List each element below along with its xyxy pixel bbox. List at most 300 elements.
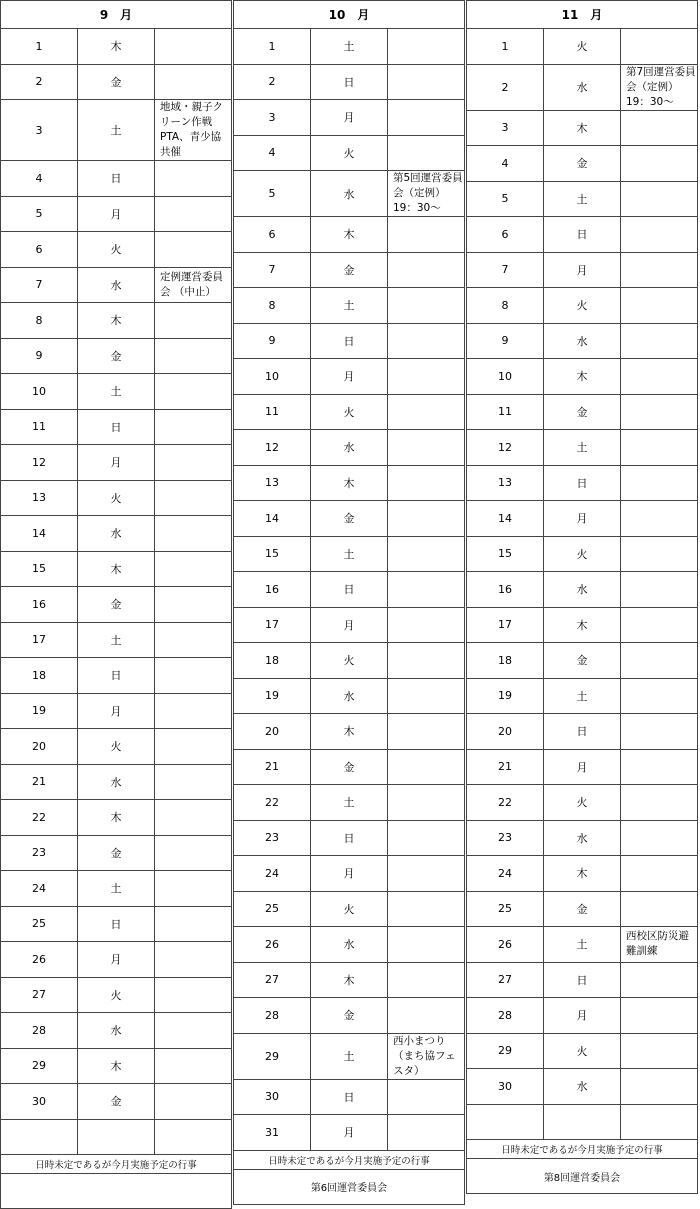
day-row xyxy=(1,64,232,100)
event-text: 西小まつり（まち協フェスタ） xyxy=(388,1033,465,1079)
weekday: 金 xyxy=(78,338,155,374)
event-text xyxy=(621,465,698,501)
event-text xyxy=(388,64,465,100)
event-text xyxy=(621,572,698,608)
day-number: 13 xyxy=(234,465,311,501)
weekday: 金 xyxy=(311,998,388,1034)
event-text xyxy=(155,729,232,765)
day-number: 30 xyxy=(467,1069,544,1105)
weekday: 日 xyxy=(544,962,621,998)
day-row xyxy=(234,1115,465,1151)
weekday: 木 xyxy=(544,856,621,892)
weekday: 火 xyxy=(544,785,621,821)
month-table xyxy=(233,0,465,1205)
day-row xyxy=(467,217,698,253)
day-row xyxy=(467,749,698,785)
day-number: 28 xyxy=(467,998,544,1034)
event-text xyxy=(388,135,465,171)
day-number: 29 xyxy=(1,1048,78,1084)
day-number: 28 xyxy=(1,1013,78,1049)
day-row xyxy=(467,465,698,501)
day-number: 10 xyxy=(234,359,311,395)
weekday: 日 xyxy=(311,820,388,856)
day-number: 29 xyxy=(467,1033,544,1069)
weekday: 月 xyxy=(78,445,155,481)
event-text: 西校区防災避難訓練 xyxy=(621,927,698,963)
event-text xyxy=(621,288,698,324)
weekday: 金 xyxy=(311,749,388,785)
day-row xyxy=(1,161,232,197)
event-text xyxy=(388,785,465,821)
weekday: 水 xyxy=(78,1013,155,1049)
day-row xyxy=(234,323,465,359)
day-row xyxy=(467,181,698,217)
event-text xyxy=(155,977,232,1013)
weekday: 月 xyxy=(311,359,388,395)
weekday: 火 xyxy=(311,891,388,927)
weekday: 水 xyxy=(78,267,155,303)
day-row xyxy=(234,785,465,821)
weekday: 月 xyxy=(544,749,621,785)
day-number: 7 xyxy=(467,252,544,288)
day-row xyxy=(1,551,232,587)
day-row xyxy=(1,729,232,765)
day-number: 13 xyxy=(1,480,78,516)
weekday: 土 xyxy=(544,678,621,714)
weekday: 木 xyxy=(311,962,388,998)
day-row xyxy=(234,678,465,714)
event-text xyxy=(155,29,232,65)
weekday: 日 xyxy=(78,906,155,942)
weekday: 火 xyxy=(544,536,621,572)
weekday: 木 xyxy=(78,303,155,339)
day-number: 16 xyxy=(467,572,544,608)
weekday: 木 xyxy=(78,1048,155,1084)
day-row xyxy=(467,785,698,821)
day-number: 26 xyxy=(1,942,78,978)
day-number: 29 xyxy=(234,1033,311,1079)
event-text xyxy=(621,29,698,65)
undated-events-note: 日時未定であるが今月実施予定の行事 xyxy=(467,1140,698,1159)
day-row xyxy=(467,29,698,65)
event-text xyxy=(155,693,232,729)
day-number: 12 xyxy=(467,430,544,466)
day-row xyxy=(1,871,232,907)
month-title: 9 月 xyxy=(1,1,232,29)
day-number: 10 xyxy=(1,374,78,410)
event-text xyxy=(621,714,698,750)
day-row xyxy=(1,516,232,552)
weekday: 水 xyxy=(544,323,621,359)
event-text xyxy=(388,252,465,288)
day-number: 30 xyxy=(1,1084,78,1120)
weekday: 木 xyxy=(78,551,155,587)
event-text xyxy=(621,359,698,395)
event-text xyxy=(621,323,698,359)
day-row xyxy=(467,1033,698,1069)
day-row xyxy=(1,409,232,445)
day-row xyxy=(1,658,232,694)
day-row xyxy=(234,856,465,892)
day-number: 3 xyxy=(467,110,544,146)
event-text xyxy=(155,1119,232,1155)
weekday: 火 xyxy=(544,29,621,65)
weekday: 木 xyxy=(544,607,621,643)
day-number: 14 xyxy=(234,501,311,537)
day-number: 6 xyxy=(1,232,78,268)
weekday: 土 xyxy=(311,536,388,572)
day-row xyxy=(467,714,698,750)
day-number: 9 xyxy=(1,338,78,374)
day-row xyxy=(234,643,465,679)
weekday: 月 xyxy=(78,693,155,729)
weekday: 火 xyxy=(78,232,155,268)
weekday: 金 xyxy=(544,643,621,679)
day-number: 7 xyxy=(234,252,311,288)
event-text xyxy=(621,607,698,643)
event-text xyxy=(155,516,232,552)
event-text xyxy=(155,445,232,481)
event-text xyxy=(155,232,232,268)
event-text xyxy=(155,1048,232,1084)
weekday: 木 xyxy=(311,217,388,253)
weekday: 火 xyxy=(78,480,155,516)
day-number: 23 xyxy=(1,835,78,871)
day-number: 26 xyxy=(467,927,544,963)
event-text xyxy=(155,338,232,374)
day-row xyxy=(467,110,698,146)
day-row xyxy=(234,64,465,100)
day-row xyxy=(1,29,232,65)
event-text xyxy=(388,749,465,785)
day-number: 5 xyxy=(1,196,78,232)
weekday: 日 xyxy=(311,323,388,359)
weekday: 水 xyxy=(311,927,388,963)
weekday: 月 xyxy=(311,856,388,892)
day-row xyxy=(1,303,232,339)
day-row xyxy=(1,587,232,623)
day-row xyxy=(467,678,698,714)
day-row xyxy=(467,359,698,395)
event-text xyxy=(621,891,698,927)
day-number: 21 xyxy=(467,749,544,785)
weekday: 水 xyxy=(78,516,155,552)
weekday: 土 xyxy=(544,430,621,466)
event-text: 第7回運営委員会（定例）19：30～ xyxy=(621,64,698,110)
event-text xyxy=(388,927,465,963)
day-row xyxy=(234,100,465,136)
month-table xyxy=(0,0,232,1209)
event-text xyxy=(621,181,698,217)
weekday: 土 xyxy=(311,785,388,821)
event-text xyxy=(388,100,465,136)
day-row xyxy=(467,64,698,110)
event-text xyxy=(621,501,698,537)
weekday: 月 xyxy=(78,196,155,232)
weekday: 月 xyxy=(544,252,621,288)
event-text xyxy=(155,800,232,836)
weekday: 水 xyxy=(544,572,621,608)
event-text xyxy=(621,110,698,146)
event-text xyxy=(621,998,698,1034)
weekday: 土 xyxy=(78,871,155,907)
event-text xyxy=(155,480,232,516)
day-row xyxy=(234,749,465,785)
day-row xyxy=(234,1033,465,1079)
event-text xyxy=(621,962,698,998)
day-number: 17 xyxy=(234,607,311,643)
weekday: 日 xyxy=(311,1079,388,1115)
event-text xyxy=(621,1069,698,1105)
day-row xyxy=(234,359,465,395)
event-text xyxy=(155,551,232,587)
weekday: 水 xyxy=(544,820,621,856)
day-row xyxy=(1,445,232,481)
weekday: 日 xyxy=(311,572,388,608)
day-row xyxy=(1,196,232,232)
event-text xyxy=(155,942,232,978)
weekday: 金 xyxy=(78,64,155,100)
event-text xyxy=(388,572,465,608)
event-text xyxy=(388,1115,465,1151)
day-row xyxy=(1,622,232,658)
weekday: 土 xyxy=(78,622,155,658)
day-row xyxy=(234,998,465,1034)
event-text xyxy=(155,374,232,410)
day-row xyxy=(1,480,232,516)
event-text xyxy=(155,409,232,445)
event-text xyxy=(155,196,232,232)
event-text xyxy=(621,394,698,430)
day-row xyxy=(234,1079,465,1115)
day-row xyxy=(1,764,232,800)
weekday: 月 xyxy=(544,998,621,1034)
undated-events-note: 日時未定であるが今月実施予定の行事 xyxy=(234,1150,465,1169)
day-number: 8 xyxy=(234,288,311,324)
day-number: 6 xyxy=(467,217,544,253)
event-text xyxy=(621,678,698,714)
event-text xyxy=(155,303,232,339)
day-number: 8 xyxy=(467,288,544,324)
event-text xyxy=(388,501,465,537)
day-row xyxy=(1,1119,232,1155)
undated-events-note: 日時未定であるが今月実施予定の行事 xyxy=(1,1155,232,1174)
day-row xyxy=(234,171,465,217)
day-row xyxy=(1,977,232,1013)
day-number: 2 xyxy=(467,64,544,110)
event-text xyxy=(155,1084,232,1120)
day-number: 16 xyxy=(1,587,78,623)
weekday: 水 xyxy=(544,1069,621,1105)
day-row xyxy=(467,927,698,963)
weekday: 月 xyxy=(311,1115,388,1151)
day-row xyxy=(1,338,232,374)
day-number: 14 xyxy=(467,501,544,537)
event-text xyxy=(621,252,698,288)
weekday: 土 xyxy=(311,1033,388,1079)
weekday: 月 xyxy=(78,942,155,978)
day-number: 11 xyxy=(467,394,544,430)
day-row xyxy=(234,891,465,927)
undated-events-cell xyxy=(1,1174,232,1209)
day-row xyxy=(234,29,465,65)
day-row xyxy=(234,820,465,856)
day-number: 3 xyxy=(1,100,78,161)
day-number: 13 xyxy=(467,465,544,501)
day-number: 6 xyxy=(234,217,311,253)
weekday: 日 xyxy=(544,714,621,750)
weekday: 木 xyxy=(311,465,388,501)
day-row xyxy=(467,891,698,927)
day-number: 24 xyxy=(467,856,544,892)
day-row xyxy=(467,323,698,359)
day-row xyxy=(467,962,698,998)
day-number: 17 xyxy=(1,622,78,658)
event-text xyxy=(388,359,465,395)
event-text xyxy=(388,430,465,466)
day-row xyxy=(467,430,698,466)
weekday xyxy=(544,1104,621,1140)
day-number: 21 xyxy=(1,764,78,800)
weekday: 土 xyxy=(311,29,388,65)
event-text xyxy=(621,430,698,466)
weekday: 日 xyxy=(78,161,155,197)
day-row xyxy=(467,394,698,430)
day-number: 28 xyxy=(234,998,311,1034)
event-text xyxy=(388,288,465,324)
weekday: 土 xyxy=(544,927,621,963)
day-row xyxy=(234,536,465,572)
day-row xyxy=(234,962,465,998)
month-column-sep xyxy=(0,0,233,1183)
day-number: 24 xyxy=(234,856,311,892)
weekday: 土 xyxy=(544,181,621,217)
weekday: 日 xyxy=(78,658,155,694)
event-text xyxy=(155,906,232,942)
weekday: 火 xyxy=(78,729,155,765)
event-text xyxy=(388,217,465,253)
day-number: 25 xyxy=(234,891,311,927)
day-row xyxy=(467,1069,698,1105)
day-number: 20 xyxy=(1,729,78,765)
day-number: 23 xyxy=(467,820,544,856)
event-text xyxy=(155,64,232,100)
day-number: 18 xyxy=(234,643,311,679)
day-row xyxy=(467,856,698,892)
day-number: 17 xyxy=(467,607,544,643)
weekday: 金 xyxy=(78,835,155,871)
weekday: 金 xyxy=(78,587,155,623)
weekday: 水 xyxy=(311,430,388,466)
day-number: 20 xyxy=(467,714,544,750)
event-text xyxy=(388,998,465,1034)
day-row xyxy=(1,800,232,836)
weekday: 日 xyxy=(78,409,155,445)
weekday: 金 xyxy=(544,146,621,182)
event-text xyxy=(155,622,232,658)
day-number: 12 xyxy=(234,430,311,466)
weekday: 火 xyxy=(544,288,621,324)
day-row xyxy=(467,820,698,856)
day-number: 21 xyxy=(234,749,311,785)
event-text xyxy=(621,785,698,821)
weekday: 月 xyxy=(311,100,388,136)
undated-events-cell: 第8回運営委員会 xyxy=(467,1159,698,1194)
day-row xyxy=(467,146,698,182)
day-row xyxy=(467,501,698,537)
event-text xyxy=(388,29,465,65)
day-number: 10 xyxy=(467,359,544,395)
weekday: 火 xyxy=(544,1033,621,1069)
day-number: 11 xyxy=(234,394,311,430)
day-number: 20 xyxy=(234,714,311,750)
day-row xyxy=(467,643,698,679)
day-row xyxy=(234,465,465,501)
day-number: 15 xyxy=(467,536,544,572)
day-row xyxy=(234,430,465,466)
day-number: 9 xyxy=(234,323,311,359)
day-row xyxy=(1,693,232,729)
weekday: 水 xyxy=(544,64,621,110)
event-text xyxy=(388,536,465,572)
day-number: 1 xyxy=(234,29,311,65)
day-number: 2 xyxy=(234,64,311,100)
day-row xyxy=(1,942,232,978)
day-number: 22 xyxy=(234,785,311,821)
event-text xyxy=(621,146,698,182)
weekday: 金 xyxy=(544,891,621,927)
event-text xyxy=(388,465,465,501)
weekday: 月 xyxy=(311,607,388,643)
day-number: 16 xyxy=(234,572,311,608)
day-number: 19 xyxy=(467,678,544,714)
day-row xyxy=(1,267,232,303)
weekday: 土 xyxy=(311,288,388,324)
day-number: 4 xyxy=(1,161,78,197)
weekday: 火 xyxy=(311,135,388,171)
day-number: 4 xyxy=(234,135,311,171)
day-number: 26 xyxy=(234,927,311,963)
weekday: 木 xyxy=(311,714,388,750)
day-row xyxy=(234,217,465,253)
weekday xyxy=(78,1119,155,1155)
event-text xyxy=(388,607,465,643)
weekday: 日 xyxy=(544,465,621,501)
event-text xyxy=(388,891,465,927)
day-row xyxy=(467,536,698,572)
day-number: 22 xyxy=(467,785,544,821)
weekday: 土 xyxy=(78,374,155,410)
event-text xyxy=(621,856,698,892)
event-text xyxy=(388,962,465,998)
day-number: 25 xyxy=(467,891,544,927)
event-text xyxy=(621,820,698,856)
weekday: 火 xyxy=(311,643,388,679)
weekday: 木 xyxy=(544,359,621,395)
event-text xyxy=(388,394,465,430)
day-number: 24 xyxy=(1,871,78,907)
event-text xyxy=(621,1033,698,1069)
weekday: 土 xyxy=(78,100,155,161)
event-text xyxy=(388,678,465,714)
day-number: 1 xyxy=(1,29,78,65)
day-row xyxy=(234,572,465,608)
day-row xyxy=(467,998,698,1034)
day-row xyxy=(234,501,465,537)
event-text xyxy=(621,749,698,785)
weekday: 水 xyxy=(311,171,388,217)
day-row xyxy=(1,232,232,268)
